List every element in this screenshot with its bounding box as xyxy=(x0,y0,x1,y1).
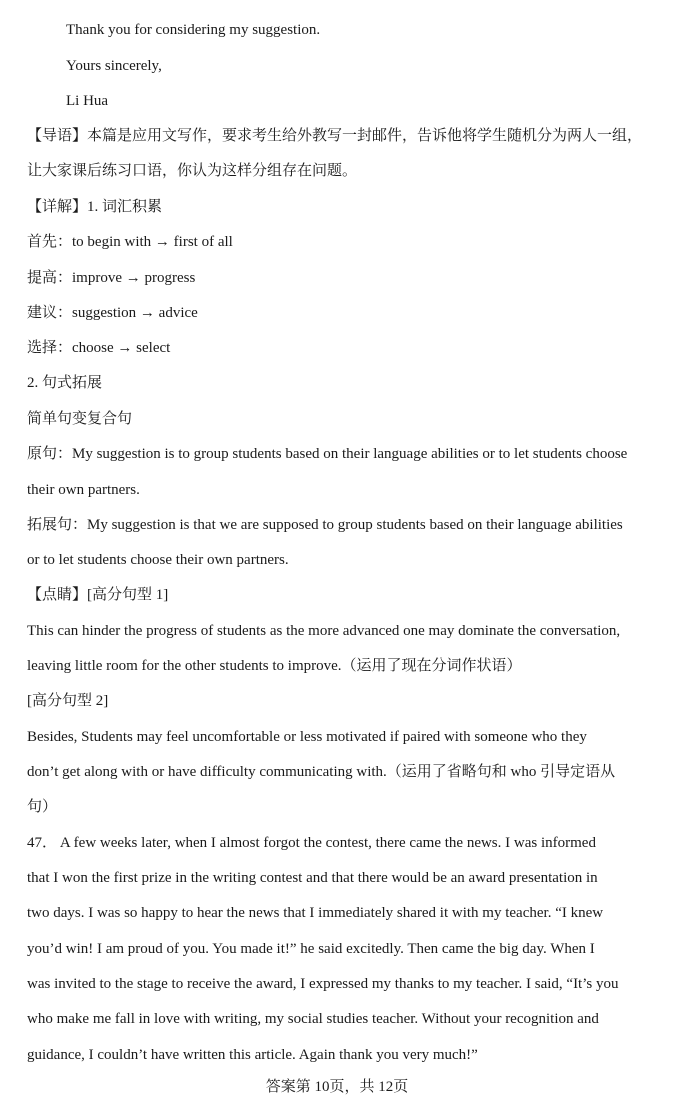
q47-line: you’d win! I am proud of you. You made it!” he said excitedly. Then came the big day. When I xyxy=(27,941,595,957)
highlight-p2-line-2: don’t get along with or have difficulty communicating with.（运用了省略句和 who 引导定语从 xyxy=(27,764,616,780)
vocab-item: 首先：to begin with → first of all xyxy=(27,234,233,250)
highlight-header-2: [高分句型 2] xyxy=(27,693,109,709)
vocab-item: 选择：choose → select xyxy=(27,340,171,356)
q47-line: was invited to the stage to receive the award, I expressed my thanks to my teacher. I said, “It’s you xyxy=(27,976,619,992)
highlight-p2-line-1: Besides, Students may feel uncomfortable or less motivated if paired with someone who they xyxy=(27,729,587,745)
highlight-p2-line-3: 句） xyxy=(27,799,58,815)
guide-line-1: 【导语】本篇是应用文写作，要求考生给外教写一封邮件，告诉他将学生随机分为两人一组， xyxy=(27,128,643,144)
section-2-subheader: 简单句变复合句 xyxy=(27,411,133,427)
guide-line-2: 让大家课后练习口语，你认为这样分组存在问题。 xyxy=(27,163,358,179)
original-sentence-line-1: 原句：My suggestion is to group students based on their language abilities or to let students choose xyxy=(27,446,628,462)
extended-sentence-line-1: 拓展句：My suggestion is that we are supposed to group students based on their language abilities xyxy=(27,517,623,533)
q47-line: 47． A few weeks later, when I almost forgot the contest, there came the news. I was informed xyxy=(27,835,596,851)
page-footer: 答案第 10页，共 12页 xyxy=(265,1079,409,1095)
highlight-header: 【点睛】[高分句型 1] xyxy=(27,587,169,603)
closing-sign-off: Yours sincerely, xyxy=(66,58,162,74)
detail-header: 【详解】1. 词汇积累 xyxy=(27,199,163,215)
q47-line: guidance, I couldn’t have written this article. Again thank you very much!” xyxy=(27,1047,478,1063)
closing-signature: Li Hua xyxy=(66,93,109,109)
highlight-p1-line-2: leaving little room for the other students to improve.（运用了现在分词作状语） xyxy=(27,658,522,674)
q47-line: who make me fall in love with writing, my social studies teacher. Without your recognition and xyxy=(27,1011,599,1027)
closing-thanks: Thank you for considering my suggestion. xyxy=(66,22,321,38)
section-2-header: 2. 句式拓展 xyxy=(27,375,103,391)
q47-line: two days. I was so happy to hear the news that I immediately shared it with my teacher. “I knew xyxy=(27,905,604,921)
extended-sentence-line-2: or to let students choose their own partners. xyxy=(27,552,289,568)
vocab-item: 建议：suggestion → advice xyxy=(27,305,198,321)
highlight-p1-line-1: This can hinder the progress of students as the more advanced one may dominate the conversation, xyxy=(27,623,621,639)
original-sentence-line-2: their own partners. xyxy=(27,482,140,498)
vocab-item: 提高：improve → progress xyxy=(27,270,196,286)
q47-line: that I won the first prize in the writing contest and that there would be an award presentation in xyxy=(27,870,598,886)
